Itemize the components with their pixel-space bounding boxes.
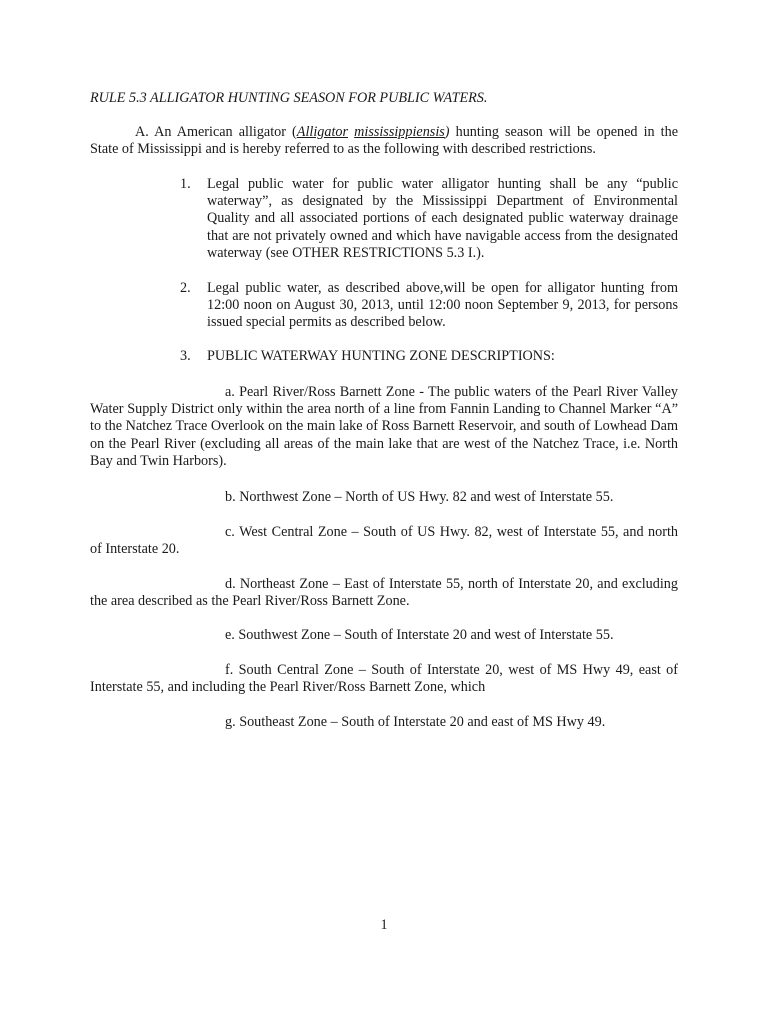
section-a-rest: hunting season will be opened in the State of Mississippi and is hereby referred to as the following with described restrictions.: [90, 124, 679, 158]
list-item-text: PUBLIC WATERWAY HUNTING ZONE DESCRIPTIONS:: [207, 348, 555, 364]
section-a-lead: A. An American alligator (: [135, 124, 297, 140]
page-number: 1: [380, 917, 388, 933]
list-item: [180, 280, 678, 332]
list-item: [180, 176, 678, 262]
zone-southeast: g. Southeast Zone – South of Interstate 20 and east of MS Hwy 49.: [225, 714, 606, 730]
list-item-text: Legal public water for public water alligator hunting shall be any “public waterway”, as designated by the Mississippi Department of Environmental Quality and all associated portions of each designated public waterway drainage that are not privately owned and which have navigable access from the designated waterway (see OTHER RESTRICTIONS 5.3 I.).: [207, 176, 678, 261]
list-item-number: 2.: [180, 280, 191, 296]
zone-southwest: e. Southwest Zone – South of Interstate 20 and west of Interstate 55.: [225, 627, 614, 643]
zone-west-central: c. West Central Zone – South of US Hwy. 82, west of Interstate 55, and north of Interstate 20.: [90, 524, 678, 558]
species-name: mississippiensis: [354, 124, 445, 140]
list-item-number: 3.: [180, 348, 191, 364]
zone-northeast: d. Northeast Zone – East of Interstate 55, north of Interstate 20, and excluding the area described as the Pearl River/Ross Barnett Zone.: [90, 576, 678, 610]
list-item-text: Legal public water, as described above,will be open for alligator hunting from 12:00 noon on August 30, 2013, until 12:00 noon September 9, 2013, for persons issued special permits as described below.: [207, 280, 678, 331]
genus-name: Alligator: [296, 124, 349, 140]
zone-northwest: b. Northwest Zone – North of US Hwy. 82 and west of Interstate 55.: [225, 489, 614, 505]
list-item: [180, 348, 678, 365]
zone-pearl-river-ross-barnett: a. Pearl River/Ross Barnett Zone - The public waters of the Pearl River Valley Water Supply District only within the area north of a line from Fannin Landing to Channel Marker “A” to the Natchez Trace Overlook on the main lake of Ross Barnett Reservoir, and south of Lowhead Dam on the Pearl River (excluding all areas of the main lake that are west of the Natchez Trace, i.e. North Bay and Twin Harbors).: [90, 384, 678, 469]
section-a-close: ): [444, 124, 450, 140]
list-item-number: 1.: [180, 176, 191, 192]
section-a-paragraph: [90, 124, 678, 158]
zone-south-central: f. South Central Zone – South of Interstate 20, west of MS Hwy 49, east of Interstate 55, and including the Pearl River/Ross Barnett Zone, which: [90, 662, 678, 696]
rule-title: RULE 5.3 ALLIGATOR HUNTING SEASON FOR PUBLIC WATERS.: [90, 90, 488, 106]
